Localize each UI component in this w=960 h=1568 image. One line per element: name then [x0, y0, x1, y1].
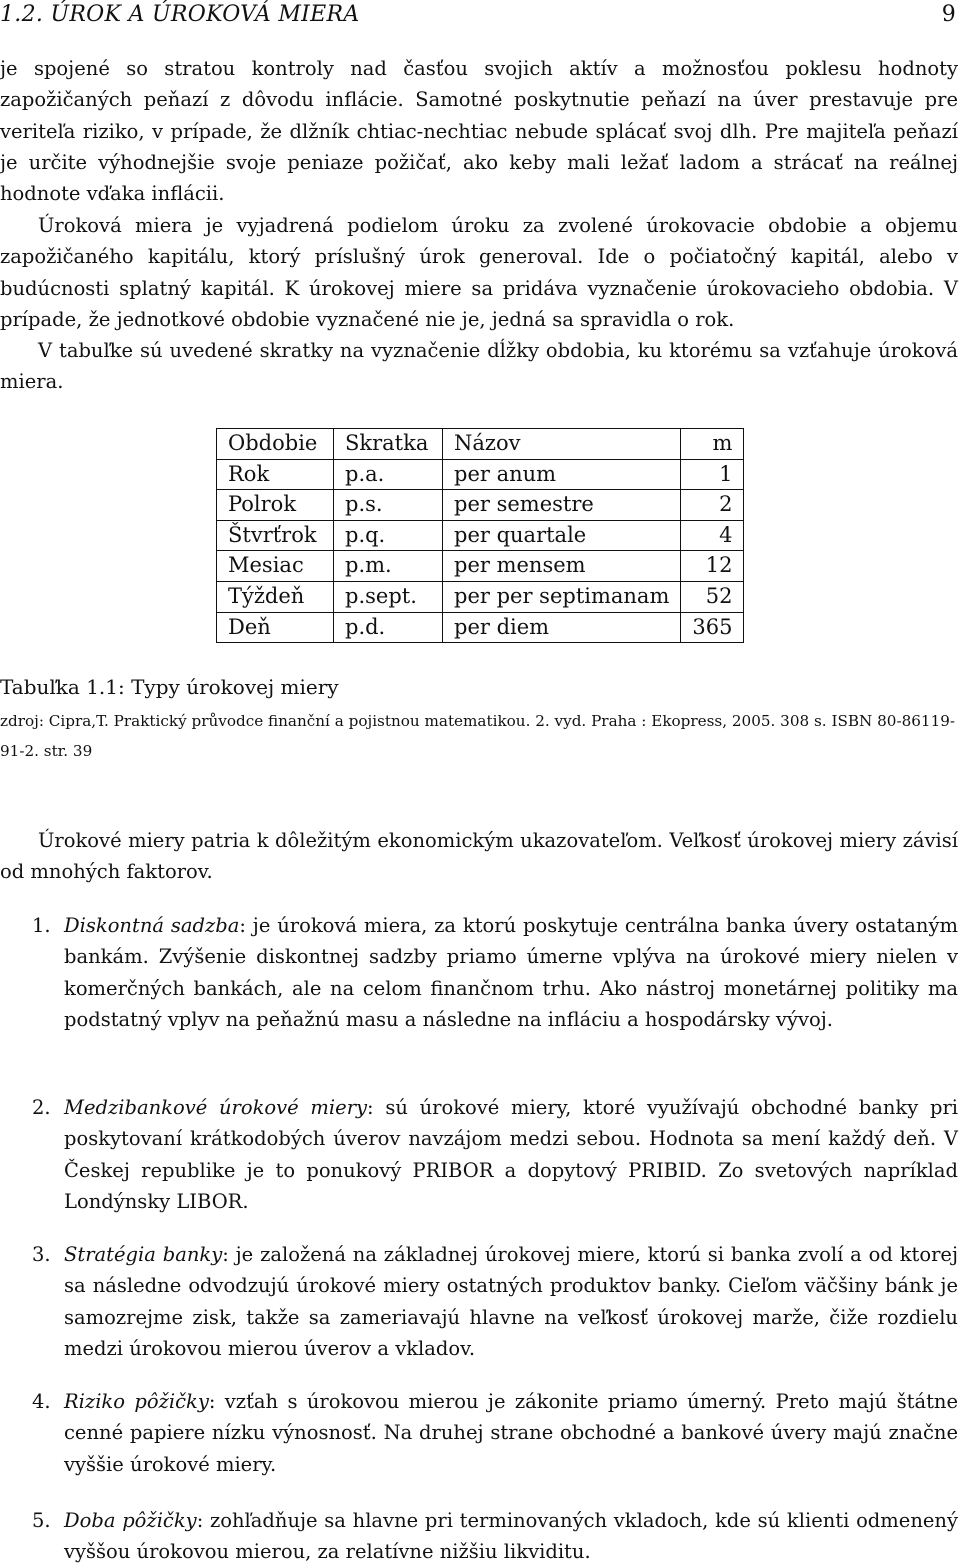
table-cell: Mesiac: [217, 551, 334, 582]
table-cell: p.a.: [334, 459, 443, 490]
list-number: 4.: [32, 1390, 51, 1413]
table-cell: 52: [681, 581, 744, 612]
table-cell: p.q.: [334, 520, 443, 551]
table-cell: Deň: [217, 612, 334, 643]
list-number: 2.: [32, 1096, 51, 1119]
list-number: 1.: [32, 914, 51, 937]
list-number: 5.: [32, 1509, 51, 1532]
paragraph-2: Úroková miera je vyjadrená podielom úroku za zvolené úrokovacie obdobie a objemu zapožičaného kapitálu, ktorý príslušný úrok generoval. Ide o počiatočný kapitál, alebo v budúcnosti splatný kapitál. K úrokovej miere sa pridáva vyznačenie úrokovacieho obdobia. V prípade, že jednotkové obdobie vyznačené nie je, jedná sa spravidla o rok.: [0, 214, 958, 331]
table-cell: p.sept.: [334, 581, 443, 612]
list-term: Medzibankové úrokové miery: [64, 1096, 368, 1119]
table-cell: Polrok: [217, 490, 334, 521]
table-header-cell: m: [681, 429, 744, 460]
table-source: zdroj: Cipra,T. Praktický průvodce finanční a pojistnou matematikou. 2. vyd. Praha : Ekopress, 2005. 308 s. ISBN 80-86119-91-2. str. 39: [0, 712, 956, 760]
table-row: [217, 581, 744, 612]
table-cell: per quartale: [443, 520, 681, 551]
list-term: Diskontná sadzba: [64, 914, 240, 937]
table-cell: Rok: [217, 459, 334, 490]
table-header-row: [217, 429, 744, 460]
table-cell: 365: [681, 612, 744, 643]
table-cell: p.d.: [334, 612, 443, 643]
table-cell: 4: [681, 520, 744, 551]
list-text: : sú úrokové miery, ktoré využívajú obchodné banky pri poskytovaní krátkodobých úverov navzájom medzi sebou. Hodnota sa mení každý deň. V Českej republike je to ponukový PRIBOR a dopytový PRIBID. Zo svetových napríklad Londýnsky LIBOR.: [64, 1096, 958, 1213]
table-cell: per mensem: [443, 551, 681, 582]
table-row: [217, 520, 744, 551]
table-header-cell: Obdobie: [217, 429, 334, 460]
period-table: [216, 428, 744, 643]
table-cell: per semestre: [443, 490, 681, 521]
table-cell: Štvrťrok: [217, 520, 334, 551]
list-item-body: [64, 1092, 958, 1217]
list-item-body: [64, 1239, 958, 1364]
paragraph-3: V tabuľke sú uvedené skratky na vyznačenie dĺžky obdobia, ku ktorému sa vzťahuje úroková miera.: [0, 339, 958, 394]
list-number: 3.: [32, 1243, 51, 1266]
table-cell: p.s.: [334, 490, 443, 521]
paragraph-1: je spojené so stratou kontroly nad časťou svojich aktív a možnosťou poklesu hodnoty zapožičaných peňazí z dôvodu inflácie. Samotné poskytnutie peňazí na úver prestavuje pre veriteľa riziko, v prípade, že dlžník chtiac-nechtiac nebude splácať svoj dlh. Pre majiteľa peňazí je určite výhodnejšie svoje peniaze požičať, ako keby mali ležať ladom a strácať na reálnej hodnote vďaka inflácii.: [0, 57, 958, 206]
table-header-cell: Názov: [443, 429, 681, 460]
table-row: [217, 459, 744, 490]
list-item-body: [64, 1386, 958, 1480]
table-cell: Týždeň: [217, 581, 334, 612]
list-term: Stratégia banky: [64, 1243, 223, 1266]
table-cell: 1: [681, 459, 744, 490]
running-header: [0, 2, 956, 32]
list-term: Doba pôžičky: [64, 1509, 197, 1532]
page-number: 9: [941, 2, 956, 27]
table-row: [217, 612, 744, 643]
table-row: [217, 551, 744, 582]
list-text: : zohľadňuje sa hlavne pri terminovaných vkladoch, kde sú klienti odmenený vyššou úrokovou mierou, za relatívne nižšiu likviditu.: [64, 1509, 958, 1564]
table-cell: p.m.: [334, 551, 443, 582]
list-term: Riziko pôžičky: [64, 1390, 209, 1413]
table-cell: per diem: [443, 612, 681, 643]
table-header-cell: Skratka: [334, 429, 443, 460]
table-cell: 12: [681, 551, 744, 582]
table-cell: per per septimanam: [443, 581, 681, 612]
section-title: 1.2. ÚROK A ÚROKOVÁ MIERA: [0, 2, 360, 27]
table-caption: Tabuľka 1.1: Typy úrokovej miery: [0, 675, 339, 699]
table-cell: per anum: [443, 459, 681, 490]
list-text: : je založená na základnej úrokovej miere, ktorú si banka zvolí a od ktorej sa následne odvodzujú úrokové miery ostatných produktov banky. Cieľom väčšiny bánk je samozrejme zisk, takže sa zameriavajú hlavne na veľkosť úrokovej marže, čiže rozdielu medzi úrokovou mierou úverov a vkladov.: [64, 1243, 959, 1360]
list-item-body: [64, 910, 958, 1035]
table-cell: 2: [681, 490, 744, 521]
table-row: [217, 490, 744, 521]
list-text: : vzťah s úrokovou mierou je zákonite priamo úmerný. Preto majú štátne cenné papiere nízku výnosnosť. Na druhej strane obchodné a bankové úvery majú značne vyššie úrokové miery.: [64, 1390, 959, 1476]
list-text: : je úroková miera, za ktorú poskytuje centrálna banka úvery ostataným bankám. Zvýšenie diskontnej sadzby priamo úmerne vplýva na úrokové miery nielen v komerčných bankách, ale na celom finančnom trhu. Ako nástroj monetárnej politiky ma podstatný vplyv na peňažnú masu a následne na infláciu a hospodársky vývoj.: [64, 914, 958, 1031]
paragraph-4: Úrokové miery patria k dôležitým ekonomickým ukazovateľom. Veľkosť úrokovej miery závisí od mnohých faktorov.: [0, 829, 958, 884]
list-item-body: [64, 1505, 958, 1568]
